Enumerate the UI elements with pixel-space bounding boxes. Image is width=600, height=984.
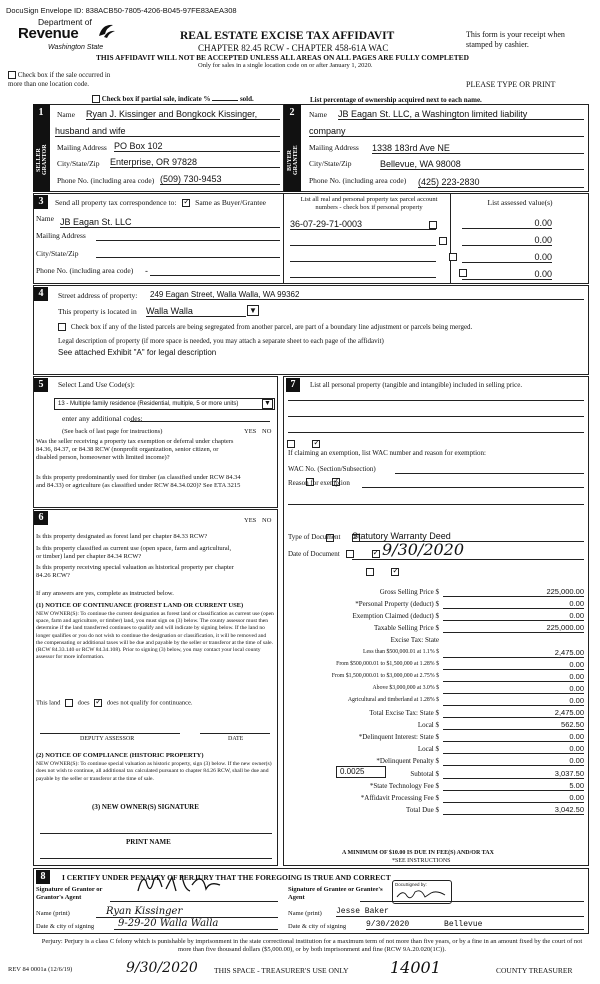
land-does-not-checkbox[interactable]: [94, 699, 102, 707]
located-county[interactable]: Walla Walla: [146, 306, 246, 317]
calc-row-value[interactable]: 0.00: [443, 756, 584, 766]
assessed-value[interactable]: 0.00: [462, 269, 552, 280]
parcel-personal-checkbox[interactable]: [449, 253, 457, 261]
grantor-signature[interactable]: [132, 871, 252, 901]
grantor-signature-line[interactable]: [110, 901, 278, 902]
wac-label: WAC No. (Section/Subsection): [288, 465, 376, 473]
seller-name-label: Name: [57, 110, 75, 119]
buyer-phone-label: Phone No. (including area code): [309, 176, 407, 185]
parcel-number[interactable]: 36-07-29-71-0003: [290, 219, 363, 229]
calc-row-value[interactable]: 0.00: [443, 684, 584, 694]
calc-row-value[interactable]: 225,000.00: [443, 623, 584, 633]
sec3-mail-label: Mailing Address: [36, 231, 86, 240]
calc-row-value[interactable]: 225,000.00: [443, 587, 584, 597]
calc-row-label: From $1,500,000.01 to $3,000,000 at 2.75% $: [331, 672, 439, 679]
seller-mail-label: Mailing Address: [57, 143, 107, 152]
calc-row: [283, 660, 589, 672]
print-name-line[interactable]: [40, 858, 272, 859]
grantee-name[interactable]: Jesse Baker: [336, 907, 584, 917]
sec5-yes-label: YES: [244, 428, 257, 435]
doc-type[interactable]: Statutory Warranty Deed: [352, 531, 584, 542]
agency-state: Washington State: [48, 44, 104, 51]
seller-side-label: SELLER GRANTOR: [36, 144, 48, 176]
calc-row-label: *Delinquent Penalty $: [376, 757, 439, 766]
additional-codes-field[interactable]: [130, 421, 270, 422]
calc-row: [283, 635, 589, 647]
calc-row: [283, 793, 589, 805]
notice-2-body: NEW OWNER(S): To continue special valuation as historic property, sign (3) below. If the new owner(s) does not wish to continue, all additional tax calculated pursuant to chapter 84.26 RCW, shall be due and payable by the seller or transferor at the time of sale.: [36, 761, 272, 782]
grantee-signature[interactable]: [395, 887, 449, 901]
form-subtitle: Only for sales in a single location code on or after January 1, 2020.: [198, 62, 373, 69]
calc-row-value[interactable]: 3,042.50: [443, 805, 584, 815]
land-use-value: 13 - Multiple family residence (Residential, multiple, 5 or more units): [58, 401, 239, 407]
calc-row: [283, 599, 589, 611]
sec6-question-1: Is this property designated as forest land per chapter 84.33 RCW?: [36, 533, 208, 540]
calc-row: [283, 587, 589, 599]
calc-row-value[interactable]: 0.00: [443, 732, 584, 742]
section-6-box: [33, 509, 278, 866]
seller-phone[interactable]: (509) 730-9453: [160, 174, 280, 185]
sec3-city[interactable]: [96, 257, 280, 258]
grantee-city-value: Bellevue: [444, 920, 483, 929]
land-use-dropdown-icon[interactable]: ▼: [262, 399, 273, 409]
calc-row-label: Excise Tax: State: [390, 636, 439, 645]
sec6-question-3: Is this property receiving special valuation as historical property per chapter 84.26 RCW?: [36, 564, 234, 579]
calc-row: [283, 781, 589, 793]
section-5-number: 5: [34, 378, 48, 392]
calc-row-value[interactable]: 0.00: [443, 599, 584, 609]
grantee-name-label: Name (print): [288, 910, 322, 917]
legal-label: Legal description of property (if more space is needed, you may attach a separate sheet to each page of the affidavit): [58, 337, 384, 345]
multi-location-row: [8, 71, 123, 89]
agency-dept: Department of: [38, 17, 92, 27]
county-dropdown-button[interactable]: ▼: [247, 305, 259, 316]
seller-mail[interactable]: PO Box 102: [114, 141, 280, 152]
calc-row-label: *Personal Property (deduct) $: [355, 600, 439, 609]
form-chapter: CHAPTER 82.45 RCW - CHAPTER 458-61A WAC: [198, 43, 389, 53]
located-label: This property is located in: [58, 307, 137, 316]
section-2-number: 2: [285, 106, 299, 120]
calc-row: [283, 611, 589, 623]
calc-row: [283, 720, 589, 732]
sec6-yes-label: YES: [244, 517, 257, 524]
street-address[interactable]: 249 Eagan Street, Walla Walla, WA 99362: [150, 290, 584, 300]
calc-row: [283, 684, 589, 696]
grantor-name-label: Name (print): [36, 910, 70, 917]
calc-row-label: Total Due $: [406, 805, 439, 814]
receipt-note: This form is your receipt when stamped by cashier.: [466, 30, 565, 49]
section-7-number: 7: [286, 378, 300, 392]
sold-label: sold.: [239, 95, 254, 103]
deputy-assessor-line[interactable]: [40, 733, 180, 734]
doc-date-label: Date of Document: [288, 550, 340, 558]
form-title: REAL ESTATE EXCISE TAX AFFIDAVIT: [180, 30, 395, 42]
calc-row-label: Gross Selling Price $: [379, 588, 439, 596]
calc-row-label: Total Excise Tax: State $: [369, 709, 439, 717]
same-as-buyer-label: Same as Buyer/Grantee: [195, 198, 266, 207]
calc-row-value[interactable]: 562.50: [443, 720, 584, 730]
calc-row: [283, 672, 589, 684]
calc-row-label: Taxable Selling Price $: [373, 624, 439, 633]
land-does-checkbox[interactable]: [65, 699, 73, 707]
doc-date[interactable]: 9/30/2020: [352, 540, 584, 560]
same-as-buyer-checkbox[interactable]: [182, 199, 190, 207]
not-qualify-label: does not qualify for continuance.: [106, 699, 193, 707]
grantee-date-value: 9/30/2020: [366, 920, 410, 929]
buyer-mail[interactable]: 1338 183rd Ave NE: [372, 143, 584, 154]
send-to-label: Send all property tax correspondence to:: [55, 198, 177, 207]
docusign-label: DocuSigned by:: [395, 882, 427, 887]
sec3-name[interactable]: JB Eagan St. LLC: [60, 217, 280, 228]
calc-row-label: Agricultural and timberland at 1.28% $: [347, 696, 439, 703]
buyer-city[interactable]: Bellevue, WA 98008: [380, 159, 584, 170]
notice-2-title: (2) NOTICE OF COMPLIANCE (HISTORIC PROPERTY): [36, 752, 204, 759]
revenue-logo-icon: [96, 22, 116, 40]
buyer-phone[interactable]: (425) 223-2830: [418, 177, 584, 188]
seller-phone-label: Phone No. (including area code): [57, 176, 155, 185]
section-6-number: 6: [34, 511, 48, 525]
calc-row-value[interactable]: 0.00: [443, 611, 584, 621]
seller-name[interactable]: Ryan J. Kissinger and Bongkock Kissinger,: [86, 109, 280, 120]
partial-percent-field[interactable]: [212, 100, 238, 101]
ownership-note: List percentage of ownership acquired next to each name.: [310, 96, 482, 104]
segregated-label: Check box if any of the listed parcels are being segregated from another parcel, are part of a boundary line adjustment or parcels being merged.: [70, 323, 473, 331]
section-3-number: 3: [34, 195, 48, 209]
buyer-mail-label: Mailing Address: [309, 143, 359, 152]
assessor-date-line[interactable]: [200, 733, 270, 734]
minimum-note: A MINIMUM OF $10.00 IS DUE IN FEE(S) AND/OR TAX: [342, 850, 494, 856]
parcel-personal-checkbox[interactable]: [429, 221, 437, 229]
calc-row: [283, 732, 589, 744]
buyer-city-label: City/State/Zip: [309, 159, 352, 168]
parcel-header: List all real and personal property tax parcel account numbers - check box if personal property: [300, 196, 438, 211]
agency-logo-name: Revenue: [18, 25, 79, 42]
notice-1-title: (1) NOTICE OF CONTINUANCE (FOREST LAND OR CURRENT USE): [36, 602, 244, 609]
section-8-number: 8: [36, 870, 50, 884]
seller-name-line2[interactable]: husband and wife: [55, 126, 280, 137]
calc-row-label: Local $: [417, 745, 439, 754]
segregated-row: [58, 322, 472, 331]
land-use-label: Select Land Use Code(s):: [58, 380, 135, 389]
sec3-city-label: City/State/Zip: [36, 249, 79, 258]
deputy-assessor-label: DEPUTY ASSESSOR: [80, 736, 135, 742]
see-instructions-note: *SEE INSTRUCTIONS: [392, 858, 451, 864]
calc-row: [283, 805, 589, 817]
segregated-checkbox[interactable]: [58, 323, 66, 331]
multi-location-label: Check box if the sale occurred in more than one location code.: [8, 71, 111, 88]
partial-sale-row: [92, 95, 254, 103]
personal-property-label: List all personal property (tangible and intangible) included in selling price.: [310, 381, 523, 389]
calc-row: [283, 769, 589, 781]
calc-row: [283, 756, 589, 768]
calc-row-label: *State Technology Fee $: [369, 781, 439, 790]
sec6-question-2: Is this property classified as current use (open space, farm and agricultural, or timber) land per chapter 84.34 RCW?: [36, 545, 232, 560]
doc-type-label: Type of Document: [288, 533, 341, 541]
calc-row-label: *Delinquent Interest: State $: [358, 733, 439, 742]
new-owner-signature-label: (3) NEW OWNER(S) SIGNATURE: [92, 803, 199, 811]
grantee-signature-label: Signature of Grantee or Grantee's Agent: [288, 886, 383, 901]
calc-row-value[interactable]: 0.00: [443, 744, 584, 754]
footer-county-treasurer: COUNTY TREASURER: [496, 966, 573, 975]
grantor-name[interactable]: Ryan Kissinger: [96, 906, 278, 918]
envelope-id: DocuSign Envelope ID: 838ACB50-7805-4206-B045-97FE83AEA308: [6, 6, 237, 15]
docusign-stamp: [392, 880, 452, 904]
calc-row: [283, 744, 589, 756]
calc-row-value[interactable]: 0.00: [443, 696, 584, 706]
footer-treasurer-only: THIS SPACE - TREASURER'S USE ONLY: [214, 966, 349, 975]
calc-row-value[interactable]: 2,475.00: [443, 708, 584, 718]
wac-field[interactable]: [395, 473, 584, 474]
sec3-phone[interactable]: -: [145, 266, 148, 276]
this-land-row: [36, 699, 193, 707]
send-to-row: [55, 198, 266, 207]
value-header: List assessed value(s): [487, 198, 553, 207]
calc-row: [283, 648, 589, 660]
exemption-label: If claiming an exemption, list WAC number and reason for exemption:: [288, 449, 486, 457]
parcel-row[interactable]: [290, 219, 438, 229]
local-rate-field[interactable]: 0.0025: [336, 766, 386, 778]
assessor-date-label: DATE: [228, 736, 244, 742]
sec5-no-label: NO: [262, 428, 272, 435]
calc-row: [283, 708, 589, 720]
grantor-date-label: Date & city of signing: [36, 923, 95, 930]
land-use-select[interactable]: [54, 398, 275, 410]
buyer-name-line2[interactable]: company: [309, 126, 584, 137]
buyer-name[interactable]: JB Eagan St. LLC, a Washington limited liability: [338, 109, 584, 120]
calc-row-label: Exemption Claimed (deduct) $: [352, 612, 439, 621]
multi-location-checkbox[interactable]: [8, 71, 16, 79]
assessed-value[interactable]: 0.00: [462, 235, 552, 246]
calc-row-label: Above $3,000,000 at 3.0% $: [372, 684, 439, 691]
footer-number: 14001: [390, 958, 441, 977]
new-owner-signature-line[interactable]: [40, 833, 272, 834]
notice-1-body: NEW OWNER(S): To continue the current designation as forest land or classification as current use (open space, farm and agriculture, or timber) land, you must sign on (3) below. The county assessor must then determine if the land transferred continues to qualify and will indicate by signing below. If the land no longer qualifies or you do not wish to continue the designation or classification, it will be removed and the compensating or additional taxes will be due and payable by the seller or transferor at the time of sale. (RCW 84.33.140 or RCW 84.34.108). Prior to signing (3) below, you may contact your local county assessor for more information.: [36, 611, 274, 661]
legal-description[interactable]: See attached Exhibit "A" for legal description: [58, 348, 217, 357]
assessed-value[interactable]: 0.00: [462, 252, 552, 263]
additional-codes-label: enter any additional codes:: [62, 414, 143, 423]
calc-row-label: Less than $500,000.01 at 1.1% $: [363, 648, 439, 655]
sec6-no-label: NO: [262, 517, 272, 524]
grantor-signature-label: Signature of Grantor or Grantor's Agent: [36, 886, 103, 901]
calc-row-label: Subtotal $: [410, 769, 439, 778]
assessed-value[interactable]: 0.00: [462, 218, 552, 229]
buyer-name-label: Name: [309, 110, 327, 119]
reason-label: Reason for exemption: [288, 479, 350, 487]
buyer-side-label: BUYER GRANTEE: [287, 145, 299, 175]
grantee-date[interactable]: [366, 920, 584, 930]
seller-city-label: City/State/Zip: [57, 159, 100, 168]
see-back-note: (See back of last page for instructions): [62, 428, 163, 435]
calc-row-value[interactable]: 0.00: [443, 793, 584, 803]
calc-row-value[interactable]: 3,037.50: [443, 769, 584, 779]
parcel-personal-checkbox[interactable]: [439, 237, 447, 245]
perjury-statement: Perjury: Perjury is a class C felony which is punishable by imprisonment in the state correctional institution for a maximum term of not more than five years, or by a fine in an amount fixed by the court of not more than five thousand dollars ($5,000.00), or by both imprisonment and fine (RCW 9A.20.020(1C)).: [41, 938, 583, 953]
partial-sale-label: Check box if partial sale, indicate %: [101, 95, 211, 103]
if-yes-note: If any answers are yes, complete as instructed below.: [36, 590, 174, 597]
calc-row-value[interactable]: 2,475.00: [443, 648, 584, 658]
sec3-name-label: Name: [36, 214, 54, 223]
calc-row-label: Local $: [417, 721, 439, 730]
sec5-question-1: Was the seller receiving a property tax exemption or deferral under chapters 84.36, 84.37, or 84.38 RCW (nonprofit organization, senior citizen, or disabled person, homeowner with limited income)?: [36, 438, 234, 461]
partial-sale-checkbox[interactable]: [92, 95, 100, 103]
calc-row: [283, 696, 589, 708]
print-note: PLEASE TYPE OR PRINT: [466, 80, 556, 89]
calc-row-value[interactable]: 0.00: [443, 672, 584, 682]
section-1-number: 1: [34, 106, 48, 120]
sec3-phone-label: Phone No. (including area code): [36, 266, 134, 275]
seller-city[interactable]: Enterprise, OR 97828: [110, 157, 280, 168]
sec5-question-2: Is this property predominantly used for timber (as classified under RCW 84.34 and 84.33) or agriculture (as classified under RCW 84.34.020)? See ETA 3215: [36, 474, 241, 489]
calc-row-value[interactable]: 5.00: [443, 781, 584, 791]
calc-row-label: From $500,000.01 to $1,500,000 at 1.28% $: [336, 660, 439, 667]
footer-rev: REV 84 0001a (12/6/19): [8, 966, 73, 973]
does-label: does: [77, 699, 90, 707]
sec3-mail[interactable]: [96, 240, 280, 241]
form-warning: THIS AFFIDAVIT WILL NOT BE ACCEPTED UNLESS ALL AREAS ON ALL PAGES ARE FULLY COMPLETED: [96, 53, 469, 62]
calc-row-label: *Affidavit Processing Fee $: [360, 793, 439, 802]
calc-row: [283, 623, 589, 635]
reason-field[interactable]: [362, 487, 584, 488]
grantor-date-city[interactable]: 9-29-20 Walla Walla: [114, 918, 278, 930]
certify-statement: I CERTIFY UNDER PENALTY OF PERJURY THAT THE FOREGOING IS TRUE AND CORRECT: [62, 873, 391, 882]
this-land-label: This land: [36, 699, 61, 707]
section-4-number: 4: [34, 287, 48, 301]
footer-date: 9/30/2020: [126, 960, 198, 976]
calc-row-value[interactable]: 0.00: [443, 660, 584, 670]
grantee-date-label: Date & city of signing: [288, 923, 347, 930]
street-label: Street address of property:: [58, 291, 138, 300]
print-name-label: PRINT NAME: [126, 838, 171, 846]
